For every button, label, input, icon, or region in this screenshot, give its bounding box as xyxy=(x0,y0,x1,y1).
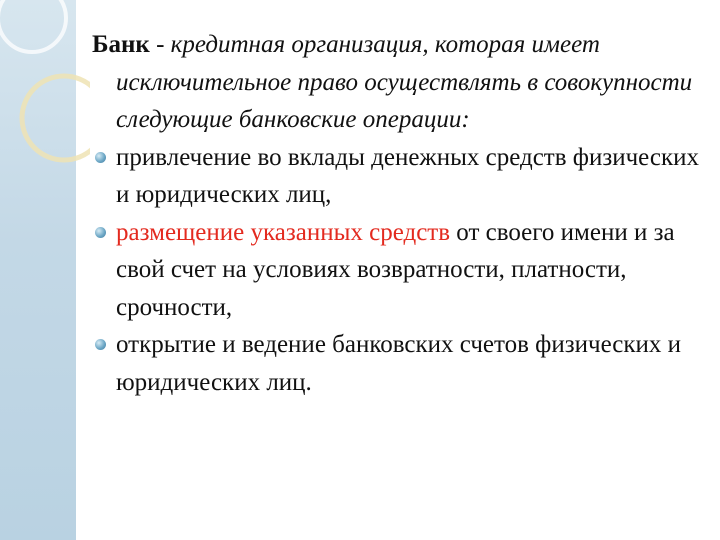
list-item xyxy=(92,139,702,214)
list-item-text: открытие и ведение банковских счетов физических и юридических лиц. xyxy=(116,331,682,396)
list-item-text: привлечение во вклады денежных средств физических и юридических лиц, xyxy=(116,143,700,208)
decorative-circles xyxy=(0,0,90,200)
list-item xyxy=(92,326,702,401)
bullet-icon xyxy=(95,152,106,163)
slide-content xyxy=(92,26,702,401)
definition-text: кредитная организация, которая имеет исключительное право осуществлять в совокупности следующие банковские операции: xyxy=(116,31,693,133)
bullet-icon xyxy=(95,227,106,238)
list-item-highlight: размещение указанных средств xyxy=(116,218,451,246)
list-item-text: от своего имени и за свой счет на условиях возвратности, платности, срочности, xyxy=(116,218,675,321)
definition-separator: - xyxy=(149,31,171,58)
bullet-icon xyxy=(95,339,106,350)
decorative-ring-top xyxy=(0,0,66,52)
decorative-ring-bottom xyxy=(22,76,90,160)
definition-paragraph xyxy=(92,26,702,139)
list-item xyxy=(92,214,702,327)
definition-term: Банк xyxy=(92,31,150,58)
operations-list xyxy=(92,139,702,402)
